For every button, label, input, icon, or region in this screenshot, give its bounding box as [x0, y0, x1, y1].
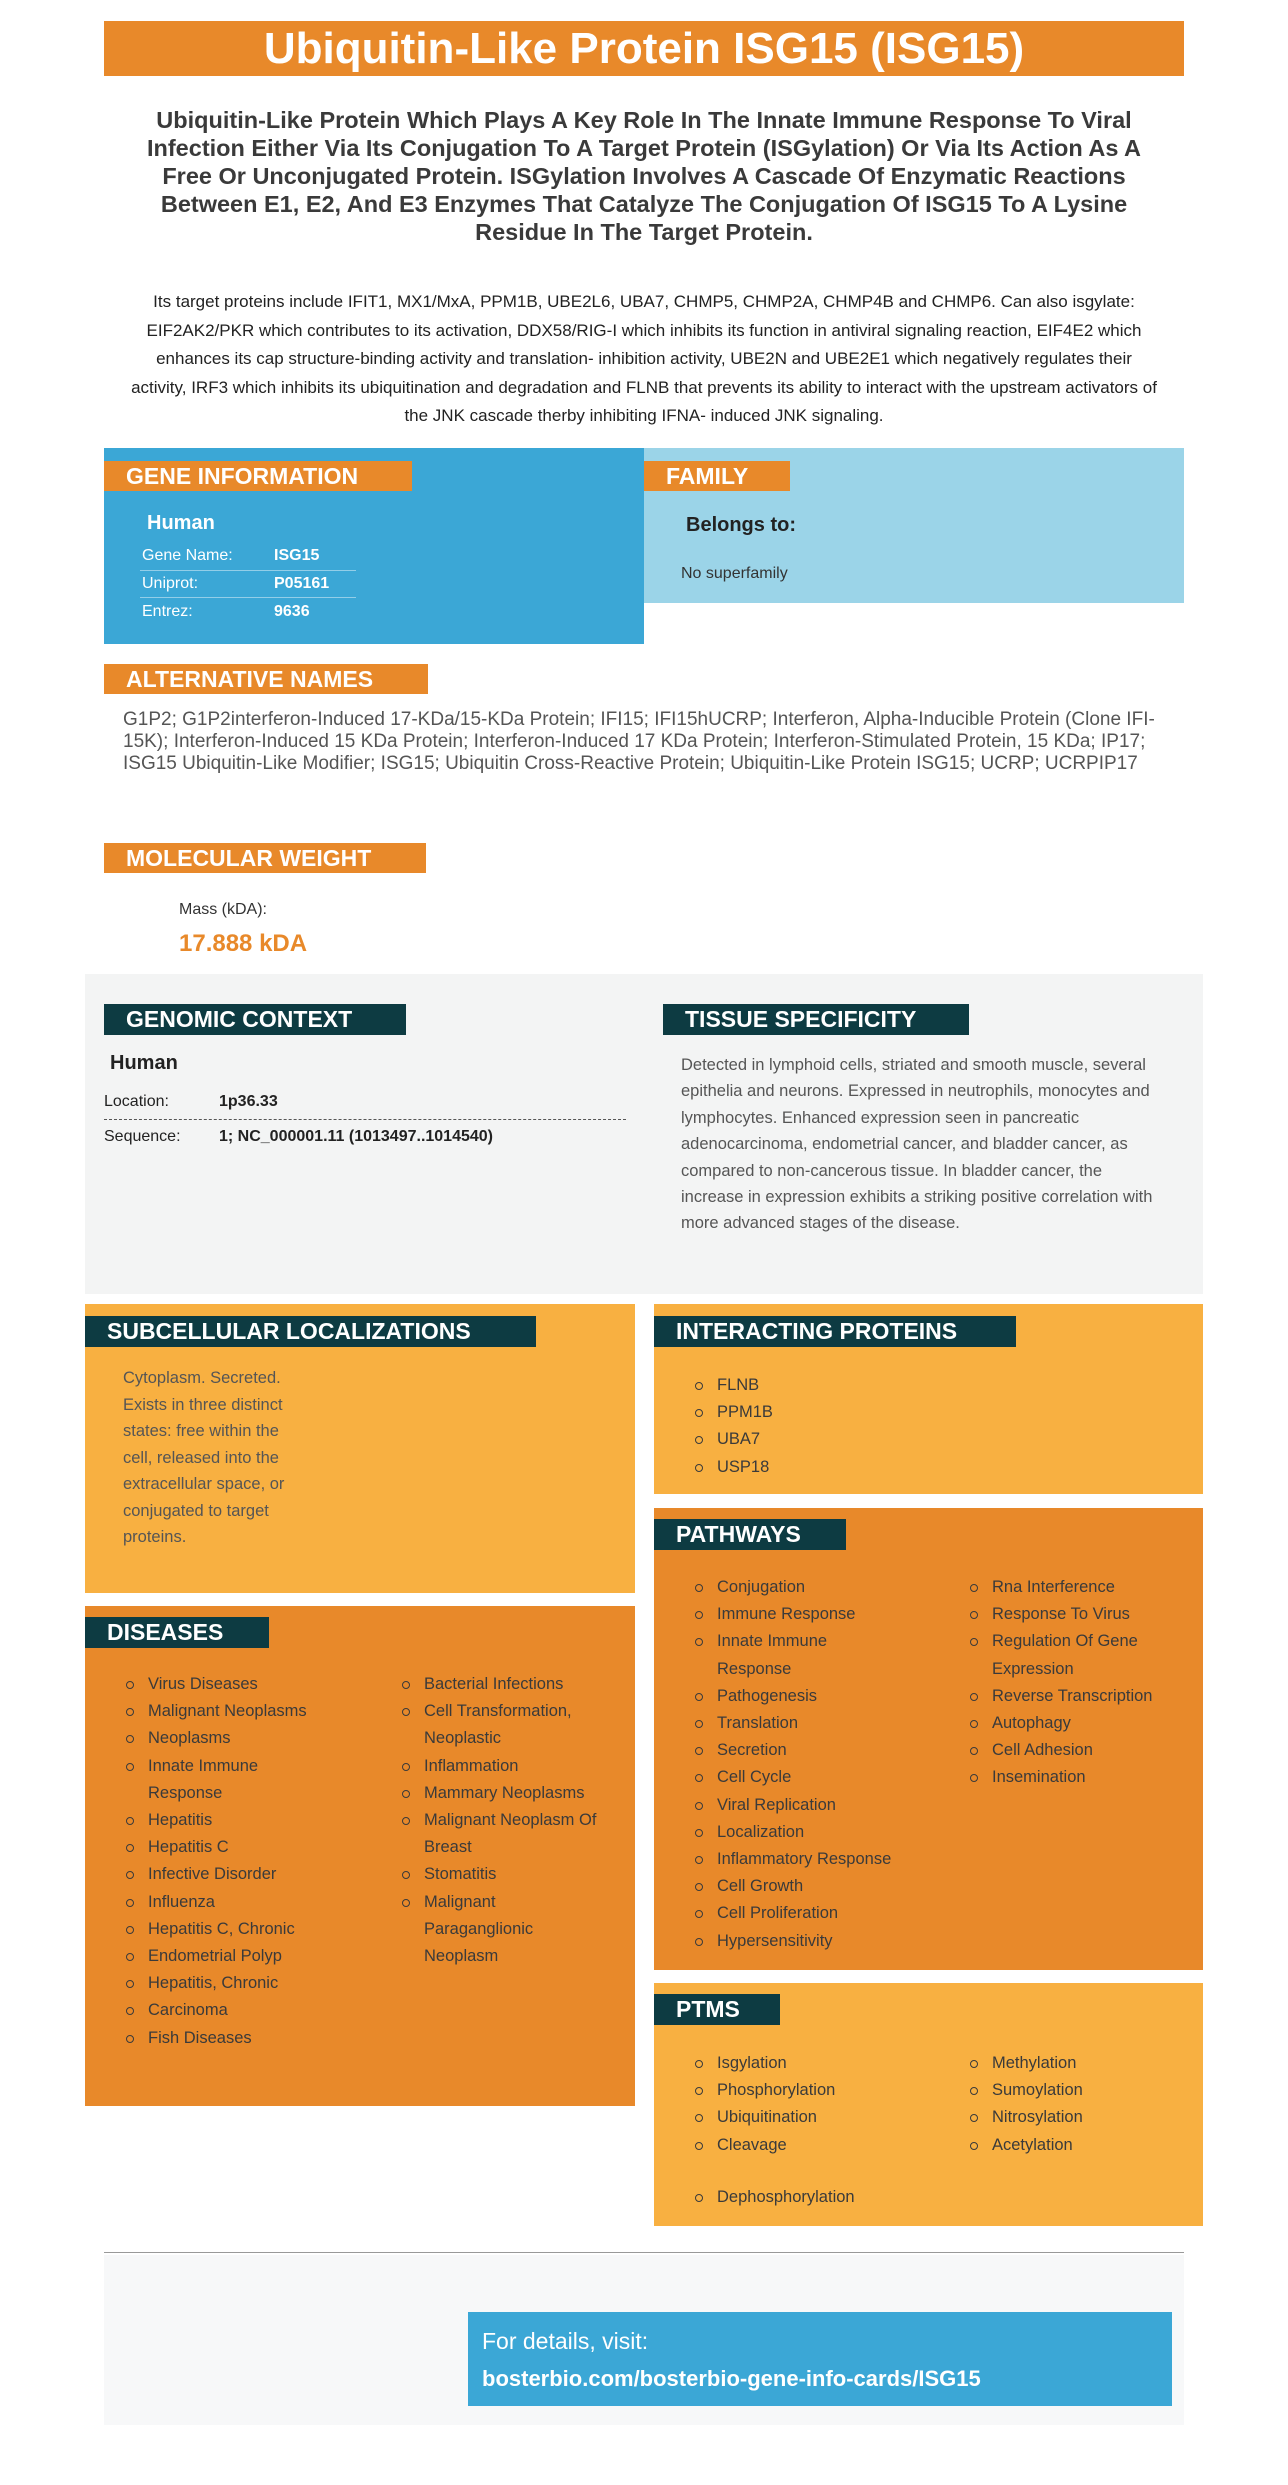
- interacting-proteins-heading: INTERACTING PROTEINS: [654, 1316, 1016, 1347]
- tissue-specificity-heading: TISSUE SPECIFICITY: [663, 1004, 969, 1035]
- list-item: Infective Disorder: [124, 1861, 394, 1888]
- list-item: Response To Virus: [968, 1601, 1188, 1628]
- list-item: Neoplasms: [124, 1725, 394, 1752]
- list-item: Mammary Neoplasms: [400, 1780, 615, 1807]
- tissue-specificity-text: Detected in lymphoid cells, striated and smooth muscle, several epithelia and neurons. Expressed in neutrophils, monocytes and lymphocytes. Enhanced expression seen in pancreatic adenocarcinoma, endometrial cancer, and bladder cancer, as compared to non-cancerous tissue. In bladder cancer, the increase in expression exhibits a striking positive correlation with more advanced stages of the disease.: [681, 1056, 1153, 1233]
- ptms-list-1: [693, 2050, 953, 2159]
- list-item: Innate Immune Response: [124, 1753, 274, 1807]
- genomic-context-heading: GENOMIC CONTEXT: [104, 1004, 406, 1035]
- entrez-value: 9636: [274, 602, 310, 620]
- superfamily-value: No superfamily: [681, 565, 788, 582]
- gene-info-species: Human: [147, 512, 215, 534]
- gene-information-heading: GENE INFORMATION: [104, 461, 412, 491]
- list-item: Sumoylation: [968, 2077, 1188, 2104]
- list-item: FLNB: [693, 1372, 993, 1399]
- gene-name-row: [140, 543, 356, 571]
- pathways-list-2: [968, 1574, 1188, 1792]
- list-item: Hepatitis: [124, 1807, 394, 1834]
- list-item: Cell Proliferation: [693, 1900, 955, 1927]
- location-value: 1p36.33: [219, 1093, 278, 1110]
- list-item: Malignant Neoplasm Of Breast: [400, 1807, 605, 1861]
- mass-value: 17.888 kDA: [179, 930, 308, 957]
- footer-divider: [104, 2252, 1184, 2253]
- details-link[interactable]: bosterbio.com/bosterbio-gene-info-cards/ISG15: [482, 2366, 981, 2391]
- belongs-to-label: Belongs to:: [686, 514, 796, 536]
- list-item: Dephosphorylation: [693, 2184, 953, 2211]
- list-item: Rna Interference: [968, 1574, 1188, 1601]
- sequence-value: 1; NC_000001.11 (1013497..1014540): [219, 1128, 493, 1145]
- list-item: Stomatitis: [400, 1861, 615, 1888]
- uniprot-label: Uniprot:: [142, 574, 199, 592]
- ptms-heading: PTMS: [654, 1994, 780, 2025]
- list-item: Hepatitis C: [124, 1834, 394, 1861]
- list-item: Ubiquitination: [693, 2104, 953, 2131]
- list-item: Pathogenesis: [693, 1683, 955, 1710]
- mass-label: Mass (kDA):: [179, 901, 267, 918]
- list-item: Carcinoma: [124, 1997, 394, 2024]
- list-item: Innate Immune Response: [693, 1628, 853, 1682]
- list-item: Conjugation: [693, 1574, 955, 1601]
- list-item: Isgylation: [693, 2050, 953, 2077]
- list-item: Cleavage: [693, 2132, 953, 2159]
- subcellular-text: Cytoplasm. Secreted. Exists in three distinct states: free within the cell, released into the extracellular space, or conjugated to target proteins.: [123, 1369, 285, 1546]
- list-item: Viral Replication: [693, 1792, 955, 1819]
- pathways-heading: PATHWAYS: [654, 1519, 846, 1550]
- alternative-names-text: G1P2; G1P2interferon-Induced 17-KDa/15-KDa Protein; IFI15; IFI15hUCRP; Interferon, Alpha-Inducible Protein (Clone IFI-15K); Interferon-Induced 15 KDa Protein; Interferon-Induced 17 KDa Protein; Interferon-Stimulated Protein, 15 KDa; IP17; ISG15 Ubiquitin-Like Modifier; ISG15; Ubiquitin Cross-Reactive Protein; Ubiquitin-Like Protein ISG15; UCRP; UCRPIP17: [123, 709, 1155, 774]
- list-item: Reverse Transcription: [968, 1683, 1188, 1710]
- list-item: PPM1B: [693, 1399, 993, 1426]
- genomic-divider: [104, 1119, 626, 1120]
- family-heading: FAMILY: [644, 461, 790, 491]
- entrez-row: [140, 598, 356, 626]
- genomic-context-species: Human: [110, 1052, 178, 1074]
- sequence-label: Sequence:: [104, 1128, 181, 1145]
- list-item: Virus Diseases: [124, 1671, 394, 1698]
- list-item: Phosphorylation: [693, 2077, 953, 2104]
- uniprot-value: P05161: [274, 574, 330, 592]
- diseases-list-1: [124, 1671, 394, 2052]
- uniprot-row: [140, 571, 356, 599]
- gene-info-table: [140, 543, 356, 626]
- subcellular-heading: SUBCELLULAR LOCALIZATIONS: [85, 1316, 536, 1347]
- list-item: Fish Diseases: [124, 2025, 394, 2052]
- list-item: Malignant Paraganglionic Neoplasm: [400, 1889, 550, 1971]
- ptms-list-3: [693, 2184, 953, 2211]
- list-item: USP18: [693, 1454, 993, 1481]
- protein-description: Its target proteins include IFIT1, MX1/MxA, PPM1B, UBE2L6, UBA7, CHMP5, CHMP2A, CHMP4B and CHMP6. Can also isgylate: EIF2AK2/PKR which contributes to its activation, DDX58/RIG-I which inhibits its function in antiviral signaling reaction, EIF4E2 which enhances its cap structure-binding activity and translation- inhibition activity, UBE2N and UBE2E1 which negatively regulates their activity, IRF3 which inhibits its ubiquitination and degradation and FLNB that prevents its ability to interact with the upstream activators of the JNK cascade therby inhibiting IFNA- induced JNK signaling.: [131, 292, 1157, 425]
- list-item: Acetylation: [968, 2132, 1188, 2159]
- details-link-box[interactable]: [468, 2312, 1172, 2406]
- list-item: Hypersensitivity: [693, 1928, 955, 1955]
- page-title: Ubiquitin-Like Protein ISG15 (ISG15): [104, 21, 1184, 76]
- list-item: Translation: [693, 1710, 955, 1737]
- list-item: Insemination: [968, 1764, 1188, 1791]
- list-item: Cell Transformation, Neoplastic: [400, 1698, 575, 1752]
- list-item: Methylation: [968, 2050, 1188, 2077]
- diseases-heading: DISEASES: [85, 1617, 269, 1648]
- gene-name-label: Gene Name:: [142, 547, 233, 565]
- list-item: Secretion: [693, 1737, 955, 1764]
- list-item: Regulation Of Gene Expression: [968, 1628, 1158, 1682]
- list-item: Bacterial Infections: [400, 1671, 615, 1698]
- list-item: Influenza: [124, 1889, 394, 1916]
- list-item: Nitrosylation: [968, 2104, 1188, 2131]
- molecular-weight-heading: MOLECULAR WEIGHT: [104, 843, 426, 873]
- gene-name-value: ISG15: [274, 547, 320, 565]
- protein-summary: Ubiquitin-Like Protein Which Plays A Key Role In The Innate Immune Response To Viral Infection Either Via Its Conjugation To A Target Protein (ISGylation) Or Via Its Action As A Free Or Unconjugated Protein. ISGylation Involves A Cascade Of Enzymatic Reactions Between E1, E2, And E3 Enzymes That Catalyze The Conjugation Of ISG15 To A Lysine Residue In The Target Protein.: [146, 107, 1142, 245]
- list-item: Localization: [693, 1819, 955, 1846]
- diseases-list-2: [400, 1671, 615, 1970]
- entrez-label: Entrez:: [142, 602, 193, 620]
- list-item: Malignant Neoplasms: [124, 1698, 394, 1725]
- sequence-row: [104, 1122, 626, 1152]
- ptms-list-2: [968, 2050, 1188, 2159]
- location-row: [104, 1087, 626, 1117]
- interacting-proteins-list: [693, 1372, 993, 1481]
- list-item: Inflammation: [400, 1753, 615, 1780]
- list-item: Hepatitis C, Chronic: [124, 1916, 394, 1943]
- list-item: Inflammatory Response: [693, 1846, 955, 1873]
- pathways-list-1: [693, 1574, 955, 1955]
- list-item: Endometrial Polyp: [124, 1943, 394, 1970]
- details-label: For details, visit:: [482, 2328, 649, 2354]
- list-item: Cell Cycle: [693, 1764, 955, 1791]
- list-item: UBA7: [693, 1426, 993, 1453]
- location-label: Location:: [104, 1093, 169, 1110]
- list-item: Cell Adhesion: [968, 1737, 1188, 1764]
- list-item: Autophagy: [968, 1710, 1188, 1737]
- list-item: Immune Response: [693, 1601, 955, 1628]
- alternative-names-heading: ALTERNATIVE NAMES: [104, 664, 428, 694]
- list-item: Cell Growth: [693, 1873, 955, 1900]
- list-item: Hepatitis, Chronic: [124, 1970, 394, 1997]
